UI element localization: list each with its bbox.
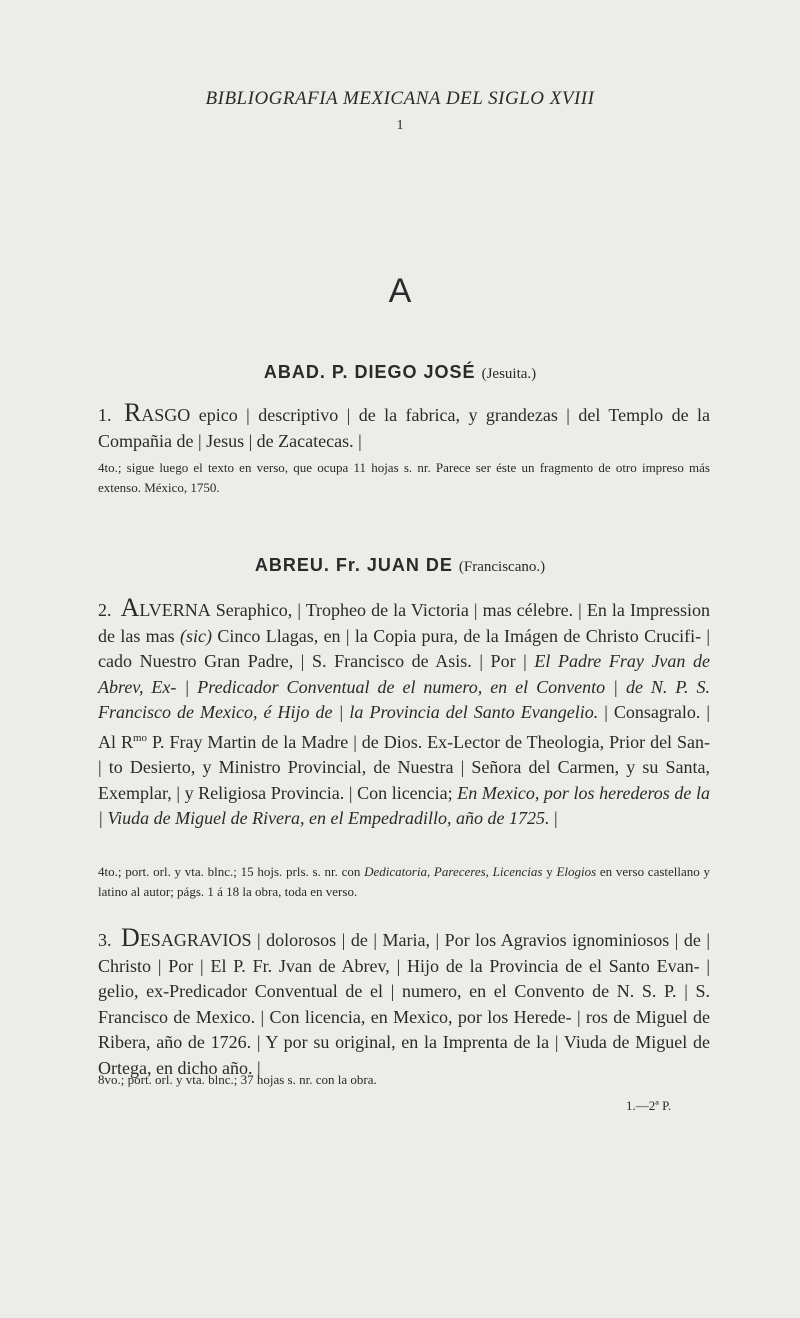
note-text: y	[546, 864, 553, 879]
entry-sic: (sic)	[180, 625, 213, 646]
entry-text: Con licencia;	[357, 782, 453, 803]
entry-text: epico | descriptivo | de la fabrica, y grandezas | del Templo de la Compañia de | Jesus | de Zacatecas. |	[98, 405, 711, 451]
note-text: en verso castellano y latino al autor; págs. 1 á 18 la obra, toda en verso.	[98, 864, 711, 899]
entry-lead-word: LVERNA	[139, 600, 211, 620]
entry-lead-word: ASGO	[141, 405, 191, 425]
entry-author-credit: El Padre Fray Jvan de Abrev, Ex- | Predicador Conventual de el numero, en el Convento | de N. P. S. Francisco de Mexico, é Hijo de | la Provincia del Santo Evangelio.	[98, 651, 711, 722]
entry-imprint: En Mexico, por los herederos de la | Viuda de Miguel de Rivera, en el Empedradillo, año de 1725.	[98, 782, 711, 828]
entry-dropcap: A	[120, 593, 140, 622]
page-number: 1	[396, 118, 404, 133]
entry-text: | Consagralo. | Al R	[98, 702, 710, 752]
entry-dropcap: R	[123, 398, 142, 427]
author-heading	[0, 362, 800, 383]
running-head: BIBLIOGRAFIA MEXICANA DEL SIGLO XVIII	[205, 88, 595, 109]
printer-signature: 1.—2ª P.	[626, 1098, 672, 1113]
entry-text: Seraphico, | Tropheo de la Victoria | mas célebre. | En la Impression de las mas	[98, 600, 710, 646]
entry-superscript: mo	[132, 731, 148, 744]
entry-2	[98, 595, 710, 832]
entry-1-note: 4to.; sigue luego el texto en verso, que ocupa 11 hojas s. nr. Parece ser éste un fragmento de otro impreso más extenso. México, 1750.	[98, 460, 710, 495]
note-text: 4to.; port. orl. y vta. blnc.; 15 hojs. prls. s. nr. con	[98, 864, 361, 879]
entry-3-note: 8vo.; port. orl. y vta. blnc.; 37 hojas s. nr. con la obra.	[98, 1072, 377, 1087]
entry-2-note	[98, 862, 710, 902]
entry-1	[98, 400, 710, 454]
entry-dropcap: D	[121, 923, 140, 952]
author-affiliation: (Franciscano.)	[458, 559, 546, 575]
author-name: ABAD. P. DIEGO JOSÉ	[263, 362, 476, 382]
author-affiliation: (Jesuita.)	[481, 366, 537, 382]
entry-text: | dolorosos | de | Maria, | Por los Agravios ignominiosos | de | Christo | Por | El P. Fr. Jvan de Abrev, | Hijo de la Provincia de el Santo Evan- | gelio, ex-Predicador Conventual de el | numero, en el Convento de N. S. P. | S. Francisco de Mexico. | Con licencia, en Mexico, por los Herede- | ros de Miguel de Ribera, año de 1726. | Y por su original, en la Imprenta de la | Viuda de Miguel de Ortega, en dicho año. |	[98, 930, 711, 1078]
entry-text: Cinco Llagas, en | la Copia pura, de la Imágen de Christo Crucifi- | cado Nuestro Gran Padre, | S. Francisco de Asis. | Por |	[98, 625, 711, 671]
author-heading	[0, 555, 800, 576]
note-italic: Dedicatoria, Pareceres, Licencias	[364, 864, 543, 879]
entry-number: 1.	[98, 405, 112, 425]
author-name: ABREU. Fr. JUAN DE	[254, 555, 453, 575]
section-letter: A	[388, 272, 412, 310]
entry-text: P. Fray Martin de la Madre | de Dios. Ex-Lector de Theologia, Prior del San- | to Desierto, y Ministro Provincial, de Nuestra | Señora del Carmen, y su Santa, Exemplar, | y Religiosa Provincia. |	[98, 731, 711, 803]
entry-3	[98, 925, 710, 1081]
entry-number: 2.	[98, 600, 112, 620]
entry-lead-word: ESAGRAVIOS	[139, 930, 252, 950]
note-italic: Elogios	[556, 864, 597, 879]
entry-number: 3.	[98, 930, 112, 950]
entry-text: |	[554, 808, 558, 828]
